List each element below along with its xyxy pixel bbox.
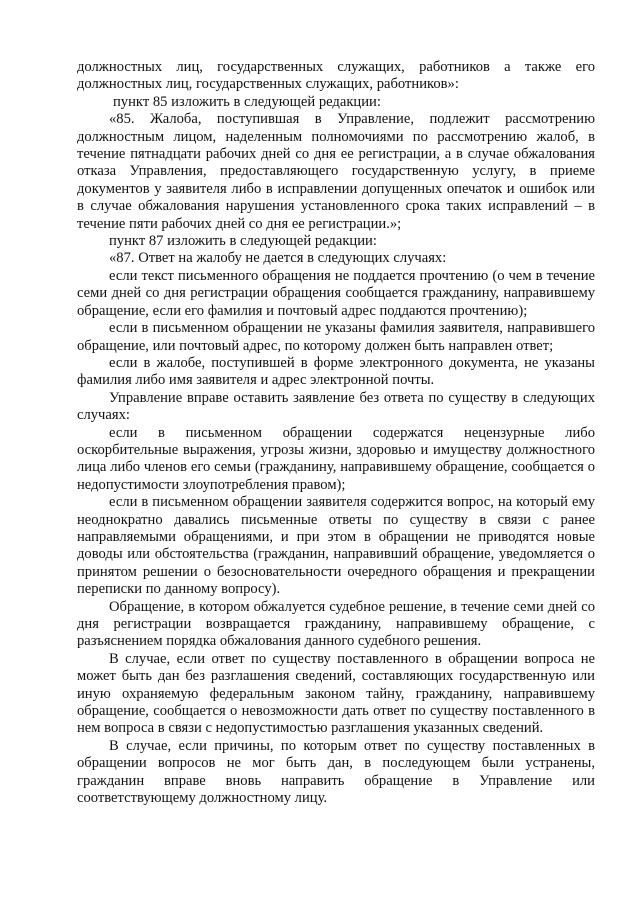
paragraph-6: если текст письменного обращения не поддается прочтению (о чем в течение семи дней со дня регистрации обращения сообщается гражданину, направившему обращение, если его фамилия и почтовый адрес поддаются прочтению); bbox=[77, 267, 595, 319]
paragraph-5: «87. Ответ на жалобу не дается в следующих случаях: bbox=[109, 250, 447, 267]
paragraph-8: если в жалобе, поступившей в форме электронного документа, не указаны фамилия либо имя заявителя и адрес электронной почты. bbox=[77, 354, 595, 389]
paragraph-14: В случае, если причины, по которым ответ по существу поставленных в обращении вопросов не мог быть дан, в последующем были устранены, гражданин вправе вновь направить обращение в Управление или соответствующему должностному лицу. bbox=[77, 737, 595, 807]
paragraph-7: если в письменном обращении не указаны фамилия заявителя, направившего обращение, или почтовый адрес, по которому должен быть направлен ответ; bbox=[77, 320, 595, 354]
paragraph-12: Обращение, в котором обжалуется судебное решение, в течение семи дней со дня регистрации возвращается гражданину, направившему обращение, с разъяснением порядка обжалования данного судебного решения. bbox=[77, 598, 595, 650]
paragraph-2: пункт 85 изложить в следующей редакции: bbox=[113, 93, 381, 110]
paragraph-3: «85. Жалоба, поступившая в Управление, подлежит рассмотрению должностным лицом, наделенным полномочиями по рассмотрению жалоб, в течение пятнадцати рабочих дней со дня ее регистрации, а в случае обжалования отказа Управления, предоставляющего государственную услугу, в приеме документов у заявителя либо в исправлении допущенных опечаток и ошибок или в случае обжалования нарушения установленного срока таких исправлений – в течение пяти рабочих дней со дня ее регистрации.»; bbox=[77, 111, 595, 232]
paragraph-11: если в письменном обращении заявителя содержится вопрос, на который ему неоднократно давались письменные ответы по существу в связи с ранее направляемыми обращениями, и при этом в обращении не приводятся новые доводы или обстоятельства (гражданин, направивший обращение, уведомляется о принятом решении о безосновательности очередного обращения и прекращении переписки по данному вопросу). bbox=[77, 494, 595, 598]
paragraph-9: Управление вправе оставить заявление без ответа по существу в следующих случаях: bbox=[77, 389, 595, 424]
paragraph-10: если в письменном обращении содержатся нецензурные либо оскорбительные выражения, угрозы жизни, здоровью и имуществу должностного лица либо членов его семьи (гражданину, направившему обращение, сообщается о недопустимости злоупотребления правом); bbox=[77, 424, 595, 493]
paragraph-1: должностных лиц, государственных служащих, работников а также его должностных лиц, государственных служащих, работников»: bbox=[77, 59, 595, 93]
paragraph-13: В случае, если ответ по существу поставленного в обращении вопроса не может быть дан без разглашения сведений, составляющих государственную или иную охраняемую федеральным законом тайну, гражданину, направившему обращение, сообщается о невозможности дать ответ по существу поставленного в нем вопроса в связи с недопустимостью разглашения указанных сведений. bbox=[77, 650, 595, 737]
paragraph-4: пункт 87 изложить в следующей редакции: bbox=[109, 233, 377, 250]
